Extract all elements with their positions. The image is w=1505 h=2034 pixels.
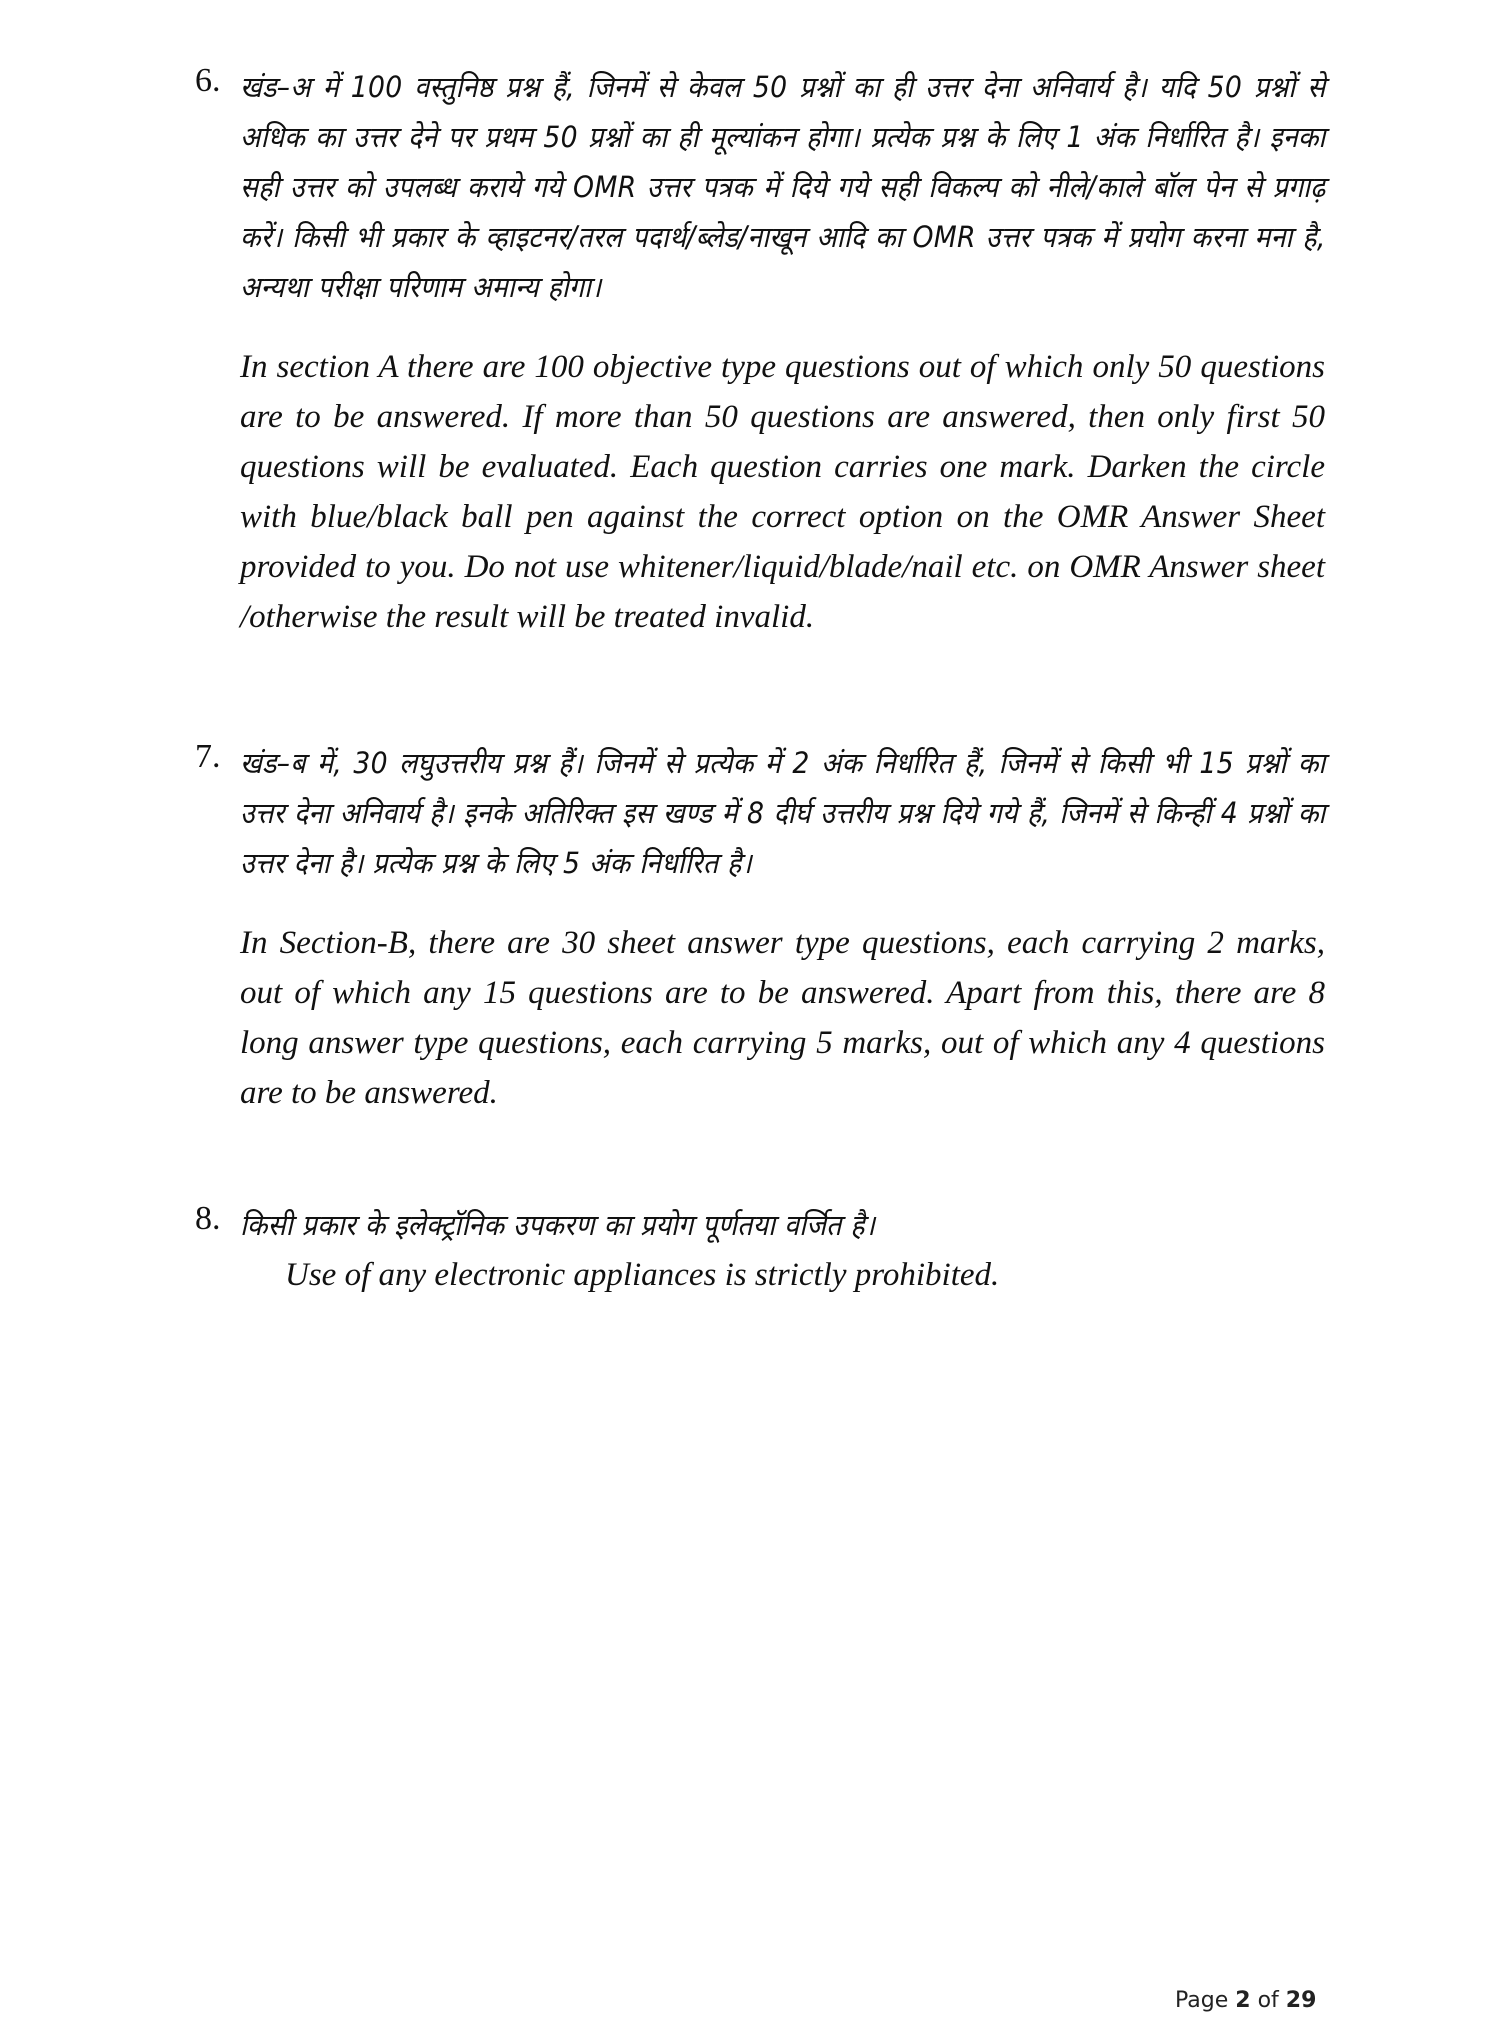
item-number: 8. [195, 1200, 221, 1237]
of-label: of [1257, 1988, 1279, 2013]
instruction-item-8 [195, 1200, 1325, 1300]
instruction-english-text: In section A there are 100 objective type questions out of which only 50 questions are to be answered. If more than 50 questions are answered, then only first 50 questions will be evaluated. Each question carries one mark. Darken the circle with blue/black ball pen against the correct option on the OMR Answer Sheet provided to you. Do not use whitener/liquid/blade/nail etc. on OMR Answer sheet /otherwise the result will be treated invalid. [240, 349, 1325, 635]
instruction-item-7 [195, 738, 1325, 1118]
item-number: 6. [195, 62, 221, 99]
instruction-hindi-text: खंड–ब में, 30 लघुउत्तरीय प्रश्न हैं। जिनमें से प्रत्येक में 2 अंक निर्धारित हैं, जिनमें से किसी भी 15 प्रश्नों का उत्तर देना अनिवार्य है। इनके अतिरिक्त इस खण्ड में 8 दीर्घ उत्तरीय प्रश्न दिये गये हैं, जिनमें से किन्हीं 4 प्रश्नों का उत्तर देना है। प्रत्येक प्रश्न के लिए 5 अंक निर्धारित है। [240, 746, 1326, 880]
instruction-english-text: In Section-B, there are 30 sheet answer type questions, each carrying 2 marks, out of which any 15 questions are to be answered. Apart from this, there are 8 long answer type questions, each carrying 5 marks, out of which any 4 questions are to be answered. [240, 925, 1325, 1111]
instruction-english-text: Use of any electronic appliances is strictly prohibited. [285, 1257, 1000, 1293]
page-label: Page [1175, 1988, 1229, 2013]
page-number-footer [1175, 1988, 1316, 2013]
instruction-hindi-text: किसी प्रकार के इलेक्ट्रॉनिक उपकरण का प्रयोग पूर्णतया वर्जित है। [240, 1208, 876, 1242]
instruction-hindi-text: खंड–अ में 100 वस्तुनिष्ठ प्रश्न हैं, जिनमें से केवल 50 प्रश्नों का ही उत्तर देना अनिवार्य है। यदि 50 प्रश्नों से अधिक का उत्तर देने पर प्रथम 50 प्रश्नों का ही मूल्यांकन होगा। प्रत्येक प्रश्न के लिए 1 अंक निर्धारित है। इनका सही उत्तर को उपलब्ध कराये गये OMR उत्तर पत्रक में दिये गये सही विकल्प को नीले/काले बॉल पेन से प्रगाढ़ करें। किसी भी प्रकार के व्हाइटनर/तरल पदार्थ/ब्लेड/नाखून आदि का OMR उत्तर पत्रक में प्रयोग करना मना है, अन्यथा परीक्षा परिणाम अमान्य होगा। [240, 70, 1326, 304]
total-pages-number: 29 [1285, 1988, 1317, 2013]
item-number: 7. [195, 738, 221, 775]
instruction-item-6 [195, 62, 1325, 642]
current-page-number: 2 [1235, 1988, 1251, 2013]
